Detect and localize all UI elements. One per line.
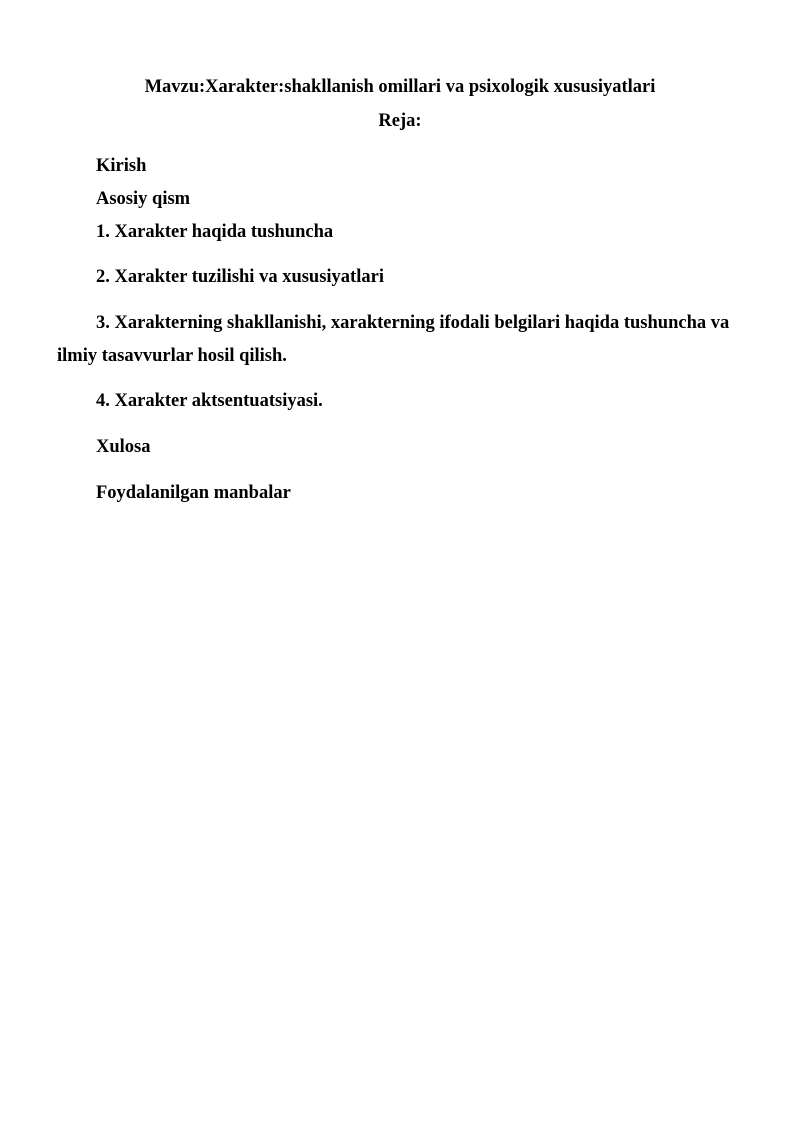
- main-part-item: Asosiy qism: [96, 189, 191, 209]
- plan-item-1: 1. Xarakter haqida tushuncha: [96, 222, 334, 242]
- conclusion-item: Xulosa: [96, 437, 151, 457]
- plan-item-3: 3. Xarakterning shakllanishi, xarakterning ifodali belgilari haqida tushuncha va: [96, 313, 730, 333]
- document-title: Mavzu:Xarakter:shakllanish omillari va psixologik xususiyatlari: [144, 77, 656, 97]
- intro-item: Kirish: [96, 156, 147, 176]
- plan-item-4: 4. Xarakter aktsentuatsiyasi.: [96, 391, 323, 411]
- plan-heading: Reja:: [378, 111, 422, 131]
- plan-item-3-continuation: ilmiy tasavvurlar hosil qilish.: [57, 346, 287, 366]
- sources-item: Foydalanilgan manbalar: [96, 483, 291, 503]
- plan-item-2: 2. Xarakter tuzilishi va xususiyatlari: [96, 267, 384, 287]
